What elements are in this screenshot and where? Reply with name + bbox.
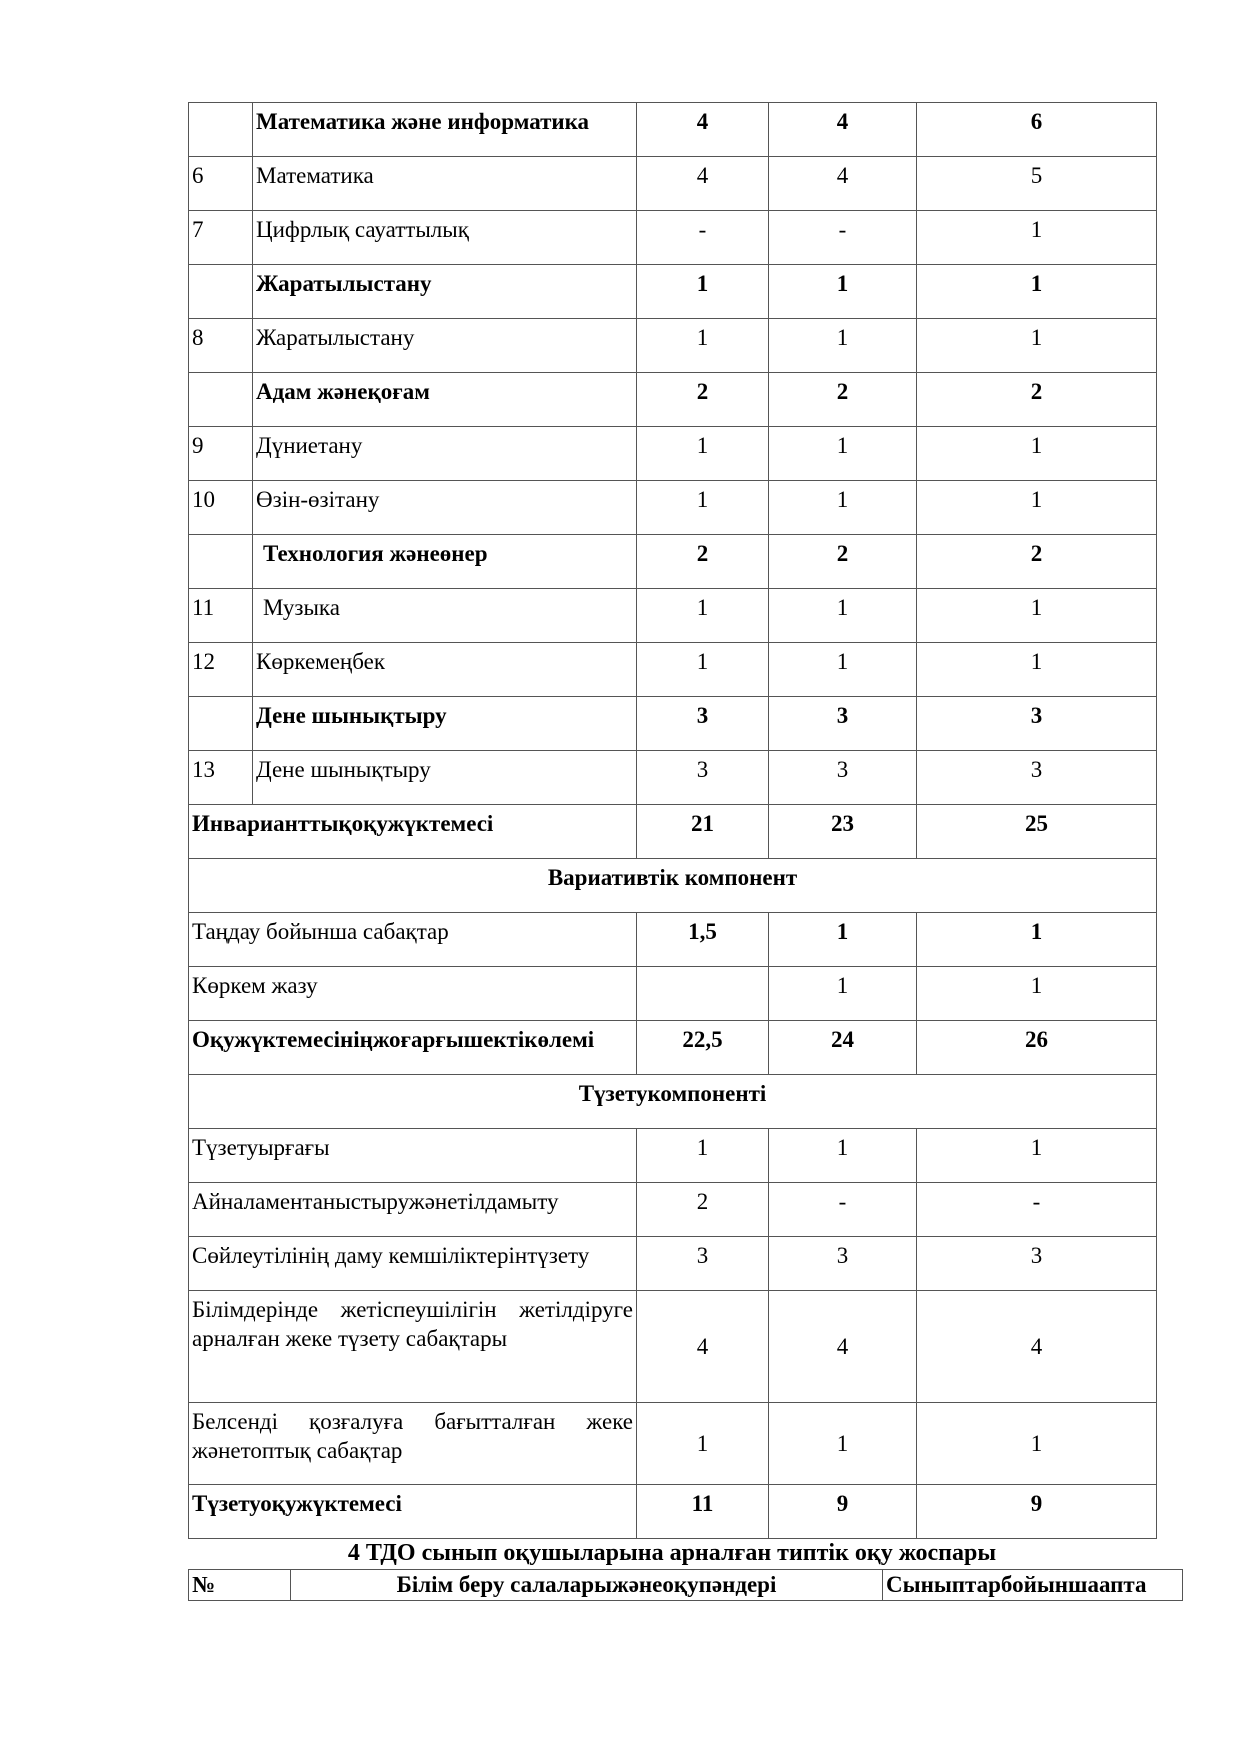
row-number: 11 — [189, 589, 253, 643]
total-grade-2: 24 — [769, 1021, 917, 1075]
hours-grade-1: 2 — [637, 1183, 769, 1237]
row-number: 8 — [189, 319, 253, 373]
hours-grade-3: 4 — [917, 1291, 1157, 1403]
row-number — [189, 103, 253, 157]
table-row — [189, 319, 1157, 373]
correction-label: Сөйлеутілінің даму кемшіліктерінтүзету — [189, 1237, 637, 1291]
table-row — [189, 1291, 1157, 1403]
hours-grade-1: - — [637, 211, 769, 265]
hours-grade-3: 5 — [917, 157, 1157, 211]
hours-grade-2: 1 — [769, 643, 917, 697]
hours-grade-2: 1 — [769, 1129, 917, 1183]
plan-header-row — [189, 1570, 1183, 1601]
variative-heading: Вариативтік компонент — [189, 859, 1157, 913]
max-load-label: Оқужүктемесініңжоғарғышектікөлемі — [189, 1021, 637, 1075]
section-heading-row — [189, 859, 1157, 913]
hours-grade-1: 1 — [637, 1403, 769, 1485]
hours-grade-2: 1 — [769, 1403, 917, 1485]
table-row — [189, 1129, 1157, 1183]
row-number: 13 — [189, 751, 253, 805]
subject-area: Адам жәнеқоғам — [253, 373, 637, 427]
variative-label: Таңдау бойынша сабақтар — [189, 913, 637, 967]
subject-name: Математика — [253, 157, 637, 211]
hours-grade-2: 4 — [769, 157, 917, 211]
hours-grade-1 — [637, 967, 769, 1021]
plan-header-weekly: Сыныптарбойыншаапта — [883, 1570, 1183, 1601]
hours-grade-3: 2 — [917, 373, 1157, 427]
plan-header-number: № — [189, 1570, 291, 1601]
hours-grade-3: 2 — [917, 535, 1157, 589]
hours-grade-3: 1 — [917, 967, 1157, 1021]
subject-name: Цифрлық сауаттылық — [253, 211, 637, 265]
hours-grade-1: 1 — [637, 643, 769, 697]
hours-grade-3: 1 — [917, 427, 1157, 481]
hours-grade-2: 1 — [769, 427, 917, 481]
hours-grade-2: 3 — [769, 1237, 917, 1291]
total-grade-3: 25 — [917, 805, 1157, 859]
table-row — [189, 157, 1157, 211]
table-row — [189, 1403, 1157, 1485]
hours-grade-1: 3 — [637, 751, 769, 805]
hours-grade-1: 1 — [637, 589, 769, 643]
table-row — [189, 1237, 1157, 1291]
max-load-row — [189, 1021, 1157, 1075]
table-row — [189, 481, 1157, 535]
correction-label: Айналаментаныстыружәнетілдамыту — [189, 1183, 637, 1237]
subject-area: Математика және информатика — [253, 103, 637, 157]
total-grade-3: 26 — [917, 1021, 1157, 1075]
hours-grade-3: 1 — [917, 211, 1157, 265]
hours-grade-1: 2 — [637, 373, 769, 427]
table-row — [189, 103, 1157, 157]
hours-grade-1: 3 — [637, 697, 769, 751]
hours-grade-3: 6 — [917, 103, 1157, 157]
hours-grade-3: 1 — [917, 319, 1157, 373]
hours-grade-2: 3 — [769, 751, 917, 805]
row-number: 9 — [189, 427, 253, 481]
hours-grade-1: 1 — [637, 265, 769, 319]
total-grade-1: 11 — [637, 1485, 769, 1539]
plan-header-subjects: Білім беру салаларыжәнеоқупәндері — [291, 1570, 883, 1601]
total-grade-1: 22,5 — [637, 1021, 769, 1075]
hours-grade-3: 1 — [917, 265, 1157, 319]
hours-grade-1: 1 — [637, 427, 769, 481]
table-row — [189, 967, 1157, 1021]
hours-grade-2: 4 — [769, 103, 917, 157]
table-row — [189, 589, 1157, 643]
hours-grade-1: 4 — [637, 157, 769, 211]
section-heading-row — [189, 1075, 1157, 1129]
table-row — [189, 751, 1157, 805]
correction-heading: Түзетукомпоненті — [189, 1075, 1157, 1129]
hours-grade-1: 4 — [637, 103, 769, 157]
subject-name: Жаратылыстану — [253, 319, 637, 373]
table-row — [189, 913, 1157, 967]
correction-label: Белсенді қозғалуға бағытталған жеке жәнетоптық сабақтар — [189, 1403, 637, 1485]
hours-grade-2: 1 — [769, 589, 917, 643]
row-number — [189, 373, 253, 427]
table-row — [189, 535, 1157, 589]
subject-area: Технология жәнеөнер — [253, 535, 637, 589]
correction-total-label: Түзетуоқужүктемесі — [189, 1485, 637, 1539]
table-row — [189, 697, 1157, 751]
correction-label: Түзетуырғағы — [189, 1129, 637, 1183]
hours-grade-3: 1 — [917, 1129, 1157, 1183]
hours-grade-1: 1 — [637, 1129, 769, 1183]
hours-grade-3: 3 — [917, 697, 1157, 751]
hours-grade-1: 3 — [637, 1237, 769, 1291]
hours-grade-3: - — [917, 1183, 1157, 1237]
correction-total-row — [189, 1485, 1157, 1539]
hours-grade-2: 1 — [769, 913, 917, 967]
hours-grade-2: 1 — [769, 319, 917, 373]
hours-grade-3: 3 — [917, 1237, 1157, 1291]
correction-label: Білімдерінде жетіспеушілігін жетілдіруге арналған жеке түзету сабақтары — [189, 1291, 637, 1403]
total-grade-2: 9 — [769, 1485, 917, 1539]
row-number: 12 — [189, 643, 253, 697]
hours-grade-2: 1 — [769, 481, 917, 535]
row-number: 10 — [189, 481, 253, 535]
hours-grade-3: 1 — [917, 589, 1157, 643]
subject-area: Жаратылыстану — [253, 265, 637, 319]
hours-grade-1: 1 — [637, 319, 769, 373]
total-grade-3: 9 — [917, 1485, 1157, 1539]
table-row — [189, 265, 1157, 319]
total-grade-1: 21 — [637, 805, 769, 859]
hours-grade-1: 2 — [637, 535, 769, 589]
curriculum-table — [188, 102, 1157, 1539]
row-number — [189, 697, 253, 751]
hours-grade-2: 1 — [769, 265, 917, 319]
total-grade-2: 23 — [769, 805, 917, 859]
hours-grade-3: 3 — [917, 751, 1157, 805]
hours-grade-2: 2 — [769, 373, 917, 427]
plan-header-table — [188, 1569, 1183, 1601]
hours-grade-3: 1 — [917, 1403, 1157, 1485]
hours-grade-3: 1 — [917, 643, 1157, 697]
plan-title: 4 ТДО сынып оқушыларына арналған типтік оқу жоспары — [347, 1540, 997, 1566]
table-row — [189, 211, 1157, 265]
table-row — [189, 643, 1157, 697]
hours-grade-2: 2 — [769, 535, 917, 589]
subject-name: Өзін-өзітану — [253, 481, 637, 535]
hours-grade-1: 1,5 — [637, 913, 769, 967]
subject-name: Көркемеңбек — [253, 643, 637, 697]
subject-area: Дене шынықтыру — [253, 697, 637, 751]
invariant-total-label: Инварианттықоқужүктемесі — [189, 805, 637, 859]
hours-grade-2: - — [769, 211, 917, 265]
hours-grade-1: 4 — [637, 1291, 769, 1403]
hours-grade-3: 1 — [917, 913, 1157, 967]
row-number — [189, 265, 253, 319]
subject-name: Музыка — [253, 589, 637, 643]
row-number: 6 — [189, 157, 253, 211]
table-row — [189, 373, 1157, 427]
hours-grade-2: 1 — [769, 967, 917, 1021]
subject-name: Дүниетану — [253, 427, 637, 481]
variative-label: Көркем жазу — [189, 967, 637, 1021]
hours-grade-2: 4 — [769, 1291, 917, 1403]
table-row — [189, 1183, 1157, 1237]
hours-grade-2: - — [769, 1183, 917, 1237]
hours-grade-2: 3 — [769, 697, 917, 751]
subject-name: Дене шынықтыру — [253, 751, 637, 805]
row-number: 7 — [189, 211, 253, 265]
hours-grade-1: 1 — [637, 481, 769, 535]
row-number — [189, 535, 253, 589]
table-row — [189, 427, 1157, 481]
invariant-total-row — [189, 805, 1157, 859]
hours-grade-3: 1 — [917, 481, 1157, 535]
